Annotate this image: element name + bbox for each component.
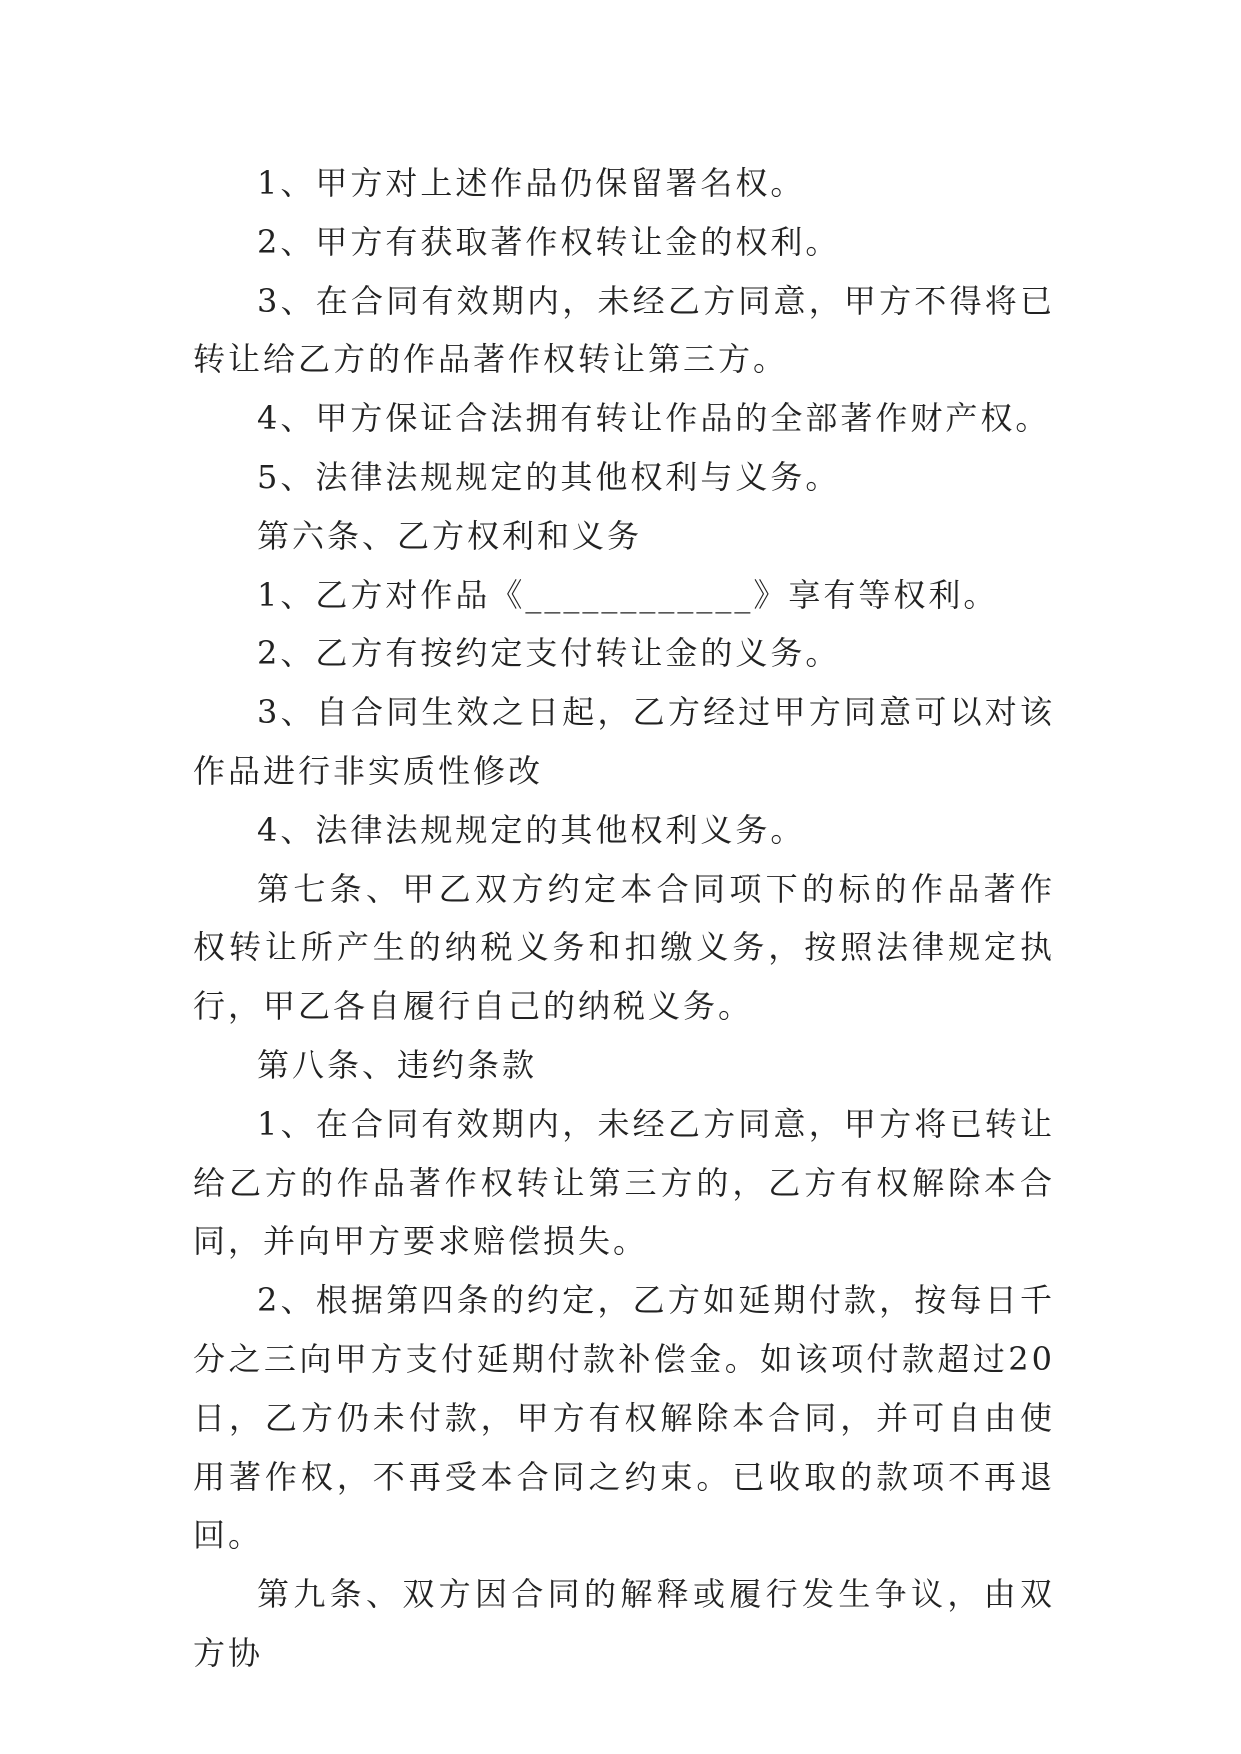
paragraph-11: 2、根据第四条的约定，乙方如延期付款，按每日千分之三向甲方支付延期付款补偿金。如该项付款超过20日，乙方仍未付款，甲方有权解除本合同，并可自由使用著作权，不再受本合同之约束。已收取的款项不再退回。 xyxy=(193,1281,1055,1555)
paragraph-9: 4、法律法规规定的其他权利义务。 xyxy=(257,810,806,849)
article-7-paragraph: 第七条、甲乙双方约定本合同项下的标的作品著作权转让所产生的纳税义务和扣缴义务，按照法律规定执行，甲乙各自履行自己的纳税义务。 xyxy=(193,869,1055,1026)
article-9-paragraph: 第九条、双方因合同的解释或履行发生争议，由双方协 xyxy=(193,1575,1055,1672)
section-heading-article-6: 第六条、乙方权利和义务 xyxy=(257,516,643,555)
paragraph-7: 2、乙方有按约定支付转让金的义务。 xyxy=(257,634,841,673)
paragraph-10: 1、在合同有效期内，未经乙方同意，甲方将已转让给乙方的作品著作权转让第三方的，乙方有权解除本合同，并向甲方要求赔偿损失。 xyxy=(193,1104,1055,1261)
paragraph-3: 3、在合同有效期内，未经乙方同意，甲方不得将已转让给乙方的作品著作权转让第三方。 xyxy=(193,281,1055,379)
paragraph-8: 3、自合同生效之日起，乙方经过甲方同意可以对该作品进行非实质性修改 xyxy=(193,693,1055,790)
document-body xyxy=(193,154,1055,1683)
paragraph-6: 1、乙方对作品《____________》享有等权利。 xyxy=(257,575,999,614)
paragraph-5: 5、法律法规规定的其他权利与义务。 xyxy=(257,457,841,496)
section-heading-article-8: 第八条、违约条款 xyxy=(257,1045,538,1084)
paragraph-1: 1、甲方对上述作品仍保留署名权。 xyxy=(257,164,806,202)
paragraph-2: 2、甲方有获取著作权转让金的权利。 xyxy=(257,222,841,261)
paragraph-4: 4、甲方保证合法拥有转让作品的全部著作财产权。 xyxy=(257,399,1051,438)
